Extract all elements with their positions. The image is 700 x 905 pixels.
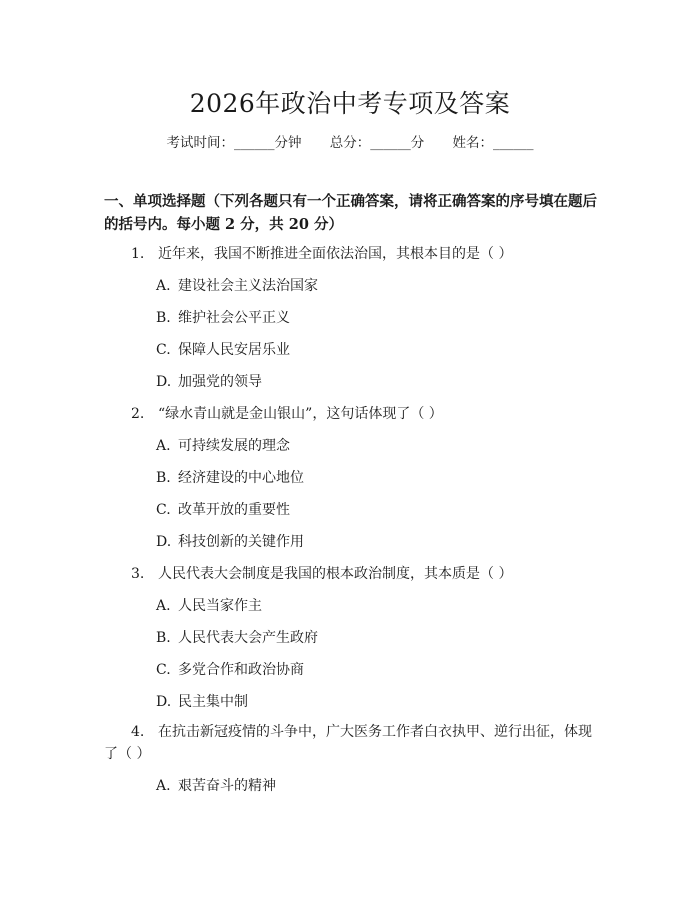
option[interactable]: [156, 307, 290, 327]
option[interactable]: [156, 691, 248, 711]
question-number: 3.: [131, 566, 145, 582]
option-text: 保障人民安居乐业: [178, 342, 290, 358]
option-text: 建设社会主义法治国家: [178, 278, 318, 294]
question-2: [131, 403, 443, 423]
option-text: 可持续发展的理念: [178, 438, 290, 454]
option-letter: C.: [156, 502, 171, 518]
option-text: 加强党的领导: [178, 374, 262, 390]
exam-time: 考试时间：______分钟: [166, 135, 302, 151]
option-letter: A.: [156, 598, 171, 614]
option-text: 维护社会公平正义: [178, 310, 290, 326]
option-text: 民主集中制: [178, 694, 248, 710]
option-letter: D.: [156, 374, 172, 390]
page-title: 2026年政治中考专项及答案: [189, 89, 511, 118]
option[interactable]: [156, 499, 290, 519]
option-text: 经济建设的中心地位: [178, 470, 304, 486]
option-letter: A.: [156, 278, 171, 294]
option[interactable]: [156, 775, 276, 795]
question-text: “绿水青山就是金山银山”，这句话体现了（ ）: [158, 406, 443, 422]
question-text: 人民代表大会制度是我国的根本政治制度，其本质是（ ）: [158, 566, 513, 582]
option[interactable]: [156, 435, 290, 455]
question-number: 4.: [131, 724, 145, 740]
option[interactable]: [156, 531, 304, 551]
option-letter: C.: [156, 342, 171, 358]
exam-student-name: 姓名：______: [452, 135, 534, 151]
option[interactable]: [156, 339, 290, 359]
question-text: 近年来，我国不断推进全面依法治国，其根本目的是（ ）: [158, 246, 513, 262]
question-text: 在抗击新冠疫情的斗争中，广大医务工作者白衣执甲、逆行出征，体现了（ ）: [104, 724, 592, 762]
option[interactable]: [156, 595, 262, 615]
option-letter: B.: [156, 470, 171, 486]
option-letter: D.: [156, 534, 172, 550]
option-letter: A.: [156, 438, 171, 454]
option-text: 人民当家作主: [178, 598, 262, 614]
question-1: [131, 243, 512, 263]
question-number: 1.: [131, 246, 145, 262]
option-text: 多党合作和政治协商: [178, 662, 304, 678]
option-letter: B.: [156, 310, 171, 326]
option[interactable]: [156, 275, 318, 295]
option[interactable]: [156, 467, 304, 487]
option[interactable]: [156, 371, 262, 391]
question-3: [131, 563, 512, 583]
option[interactable]: [156, 659, 304, 679]
option-text: 科技创新的关键作用: [178, 534, 304, 550]
option-text: 艰苦奋斗的精神: [178, 778, 276, 794]
option[interactable]: [156, 627, 318, 647]
option-letter: C.: [156, 662, 171, 678]
section-heading: 一、单项选择题（下列各题只有一个正确答案，请将正确答案的序号填在题后的括号内。每小题 2 分，共 20 分）: [104, 193, 597, 233]
option-letter: B.: [156, 630, 171, 646]
option-letter: A.: [156, 778, 171, 794]
exam-meta: [0, 131, 700, 151]
option-text: 改革开放的重要性: [178, 502, 290, 518]
exam-total-score: 总分：______分: [329, 135, 425, 151]
question-4: [104, 721, 604, 765]
option-letter: D.: [156, 694, 172, 710]
question-number: 2.: [131, 406, 145, 422]
option-text: 人民代表大会产生政府: [178, 630, 318, 646]
